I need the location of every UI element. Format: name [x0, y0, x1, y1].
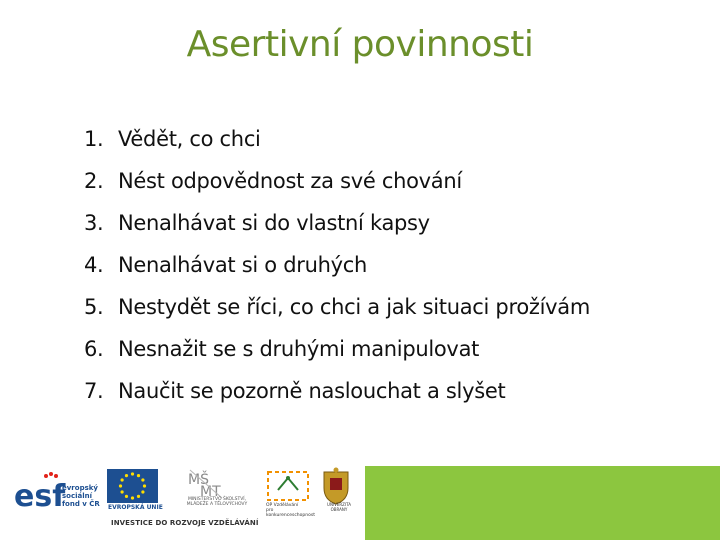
list-number: 1. [84, 127, 104, 151]
esf-caption-line: evropský [62, 484, 98, 492]
list-text: Nestydět se říci, co chci a jak situaci prožívám [118, 295, 590, 319]
footer-green-block [365, 466, 720, 540]
duties-list [84, 118, 590, 412]
list-text: Nést odpovědnost za své chování [118, 169, 462, 193]
esf-caption-line: fond v ČR [62, 500, 100, 508]
list-number: 3. [84, 211, 104, 235]
msmt-caption [180, 497, 254, 507]
list-item [84, 286, 590, 328]
eu-flag-logo [107, 469, 158, 503]
op-caption-line: pro konkurenceschopnost [266, 508, 315, 518]
list-text: Nenalhávat si do vlastní kapsy [118, 211, 430, 235]
list-item [84, 202, 590, 244]
list-text: Nesnažit se s druhými manipulovat [118, 337, 480, 361]
footer-tagline: INVESTICE DO ROZVOJE VZDĚLÁVÁNÍ [111, 519, 259, 527]
slide-title: Asertivní povinnosti [186, 24, 534, 65]
university-caption-line: UNIVERZITA [327, 502, 351, 507]
list-text: Nenalhávat si o druhých [118, 253, 367, 277]
list-item [84, 160, 590, 202]
svg-text:MŠ: MŠ [188, 472, 209, 488]
msmt-logo [188, 470, 222, 500]
list-text: Naučit se pozorně naslouchat a slyšet [118, 379, 506, 403]
list-number: 4. [84, 253, 104, 277]
svg-text:esf: esf [14, 479, 66, 514]
list-number: 5. [84, 295, 104, 319]
esf-caption [62, 484, 100, 508]
university-crest-logo [324, 468, 348, 505]
university-caption-line: OBRANY [330, 507, 348, 512]
msmt-caption-line: MINISTERSTVO ŠKOLSTVÍ, [187, 497, 247, 502]
svg-text:MT: MT [200, 484, 221, 500]
op-vk-logo [268, 472, 308, 500]
list-item [84, 118, 590, 160]
list-number: 7. [84, 379, 104, 403]
university-caption [322, 502, 356, 512]
list-text: Vědět, co chci [118, 127, 261, 151]
esf-logo [14, 470, 66, 514]
list-item [84, 370, 590, 412]
op-caption-line: OP Vzdělávání [266, 503, 299, 508]
eu-caption: EVROPSKÁ UNIE [108, 504, 163, 511]
msmt-caption-line: MLÁDEŽE A TĚLOVÝCHOVY [186, 502, 248, 507]
esf-caption-line: sociální [62, 492, 93, 500]
list-number: 6. [84, 337, 104, 361]
list-number: 2. [84, 169, 104, 193]
list-item [84, 328, 590, 370]
list-item [84, 244, 590, 286]
op-caption [266, 503, 316, 518]
